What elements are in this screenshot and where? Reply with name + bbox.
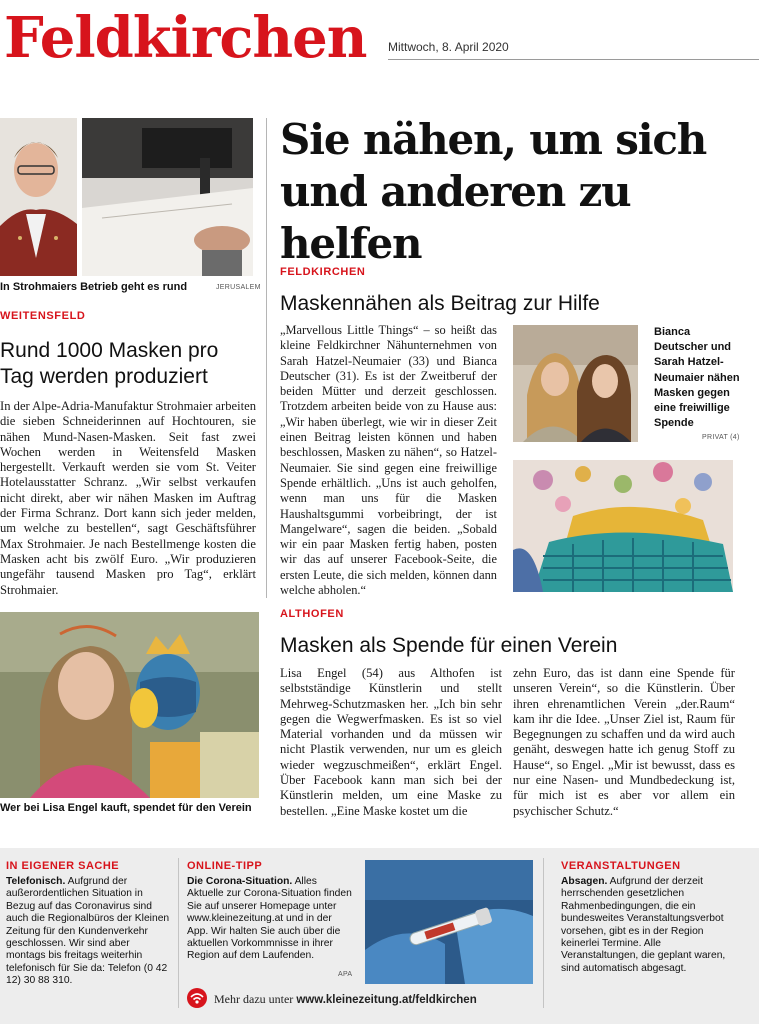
test-tube-illustration: [365, 860, 533, 984]
footer-more-link-row: [214, 992, 477, 1007]
footer-lead-telefonisch: Telefonisch.: [6, 876, 66, 887]
kicker-weitensfeld: WEITENSFELD: [0, 310, 86, 322]
footer-credit-apa: APA: [338, 971, 353, 978]
footer-head-veranstaltungen: VERANSTALTUNGEN: [561, 860, 681, 872]
wifi-icon: [187, 988, 207, 1008]
footer-text-online-tipp: [187, 876, 352, 963]
portrait-illustration: [0, 118, 77, 276]
photo-caption-lisa-engel: Wer bei Lisa Engel kauft, spendet für den Verein: [0, 802, 252, 814]
subheadline-feldkirchen: Maskennähen als Beitrag zur Hilfe: [280, 292, 600, 315]
photo-credit-jerusalem: JERUSALEM: [216, 284, 261, 291]
kicker-feldkirchen: FELDKIRCHEN: [280, 266, 366, 278]
main-headline: Sie nähen, um sich und anderen zu helfen: [280, 115, 707, 268]
footer-body-absagen: Aufgrund der derzeit herrschenden gesetzlichen Rahmenbedingungen, die ein bundesweites Veranstaltungsverbot vorsehen, gibt es in der Region keinerlei Termine. Alle Veranstaltungen, die geplant waren, sind automatisch abgesagt.: [561, 876, 726, 974]
footer-text-eigener-sache: [6, 876, 170, 988]
footer-divider-1: [178, 858, 179, 1008]
article-feldkirchen: „Marvellous Little Things“ – so heißt das kleine Feldkirchner Nähunternehmen von Sarah Hatzel-Neumaier (33) und Bianca Deutscher (31). Es ist der Zweitberuf der beiden Mütter und derzeit geschlossen. Trotzdem arbeiten beide von zu Hause aus: „Wir haben überlegt, wie wir in dieser Zeit einen Beitrag leisten können und haben beschlossen, Masken zu nähen“, so Hatzel-Neumaier. Sie sind gegen eine freiwillige Spende erhältlich. „Uns ist auch geholfen, wenn man uns für die Masken Haushaltsgummi vorbeibringt, der ist Mangelware“, sagen die beiden. „Sobald wir ein paar Masken fertig haben, posten wir das auf unserer Facebook-Seite, die ersten Leute, die sich melden, können dann welche abholen.“: [280, 323, 497, 598]
footer-divider-2: [543, 858, 544, 1008]
photo-strohmaier-portrait: [0, 118, 77, 276]
lisa-engel-illustration: [0, 612, 259, 798]
footer-body-corona: Alles Aktuelle zur Corona-Situation finden Sie auf unserer Homepage unter www.kleinezeitung.at und in der App. Wir halten Sie auch über die aktuellen Vorkommnisse in ihrer Region auf dem Laufenden.: [187, 876, 352, 962]
masks-illustration: [513, 460, 733, 592]
footer-body-telefonisch: Aufgrund der außerordentlichen Situation in Bezug auf das Coronavirus sind auch die Regionalbüros der Kleinen Zeitung für den Kundenverkehr geschlossen. Wir sind aber montags bis freitags weiterhin telefonisch für Sie da: Telefon (0 42 12) 30 88 310.: [6, 876, 170, 987]
footer-lead-absagen: Absagen.: [561, 876, 608, 887]
footer-more-prefix: Mehr dazu unter: [214, 992, 294, 1006]
photo-bianca-sarah: [513, 325, 638, 442]
photo-fabric-masks: [513, 460, 733, 592]
footer-lead-corona: Die Corona-Situation.: [187, 876, 293, 887]
headline-althofen: Masken als Spende für einen Verein: [280, 634, 618, 657]
women-illustration: [513, 325, 638, 442]
footer-text-veranstaltungen: [561, 876, 731, 975]
article-althofen-col2: zehn Euro, das ist dann eine Spende für unseren Verein“, so die Künstlerin. Über ihren ehrenamtlichen Verein „der.Raum“ kam ihr die Idee. „Unser Ziel ist, Raum für Begegnungen zu schaffen und da wird auch genäht, deswegen hatte ich genug Stoff zu Hause“, so Engel. „Mir ist bewusst, dass es nur eine Nasen- und Mundbedeckung ist, für mich ist es aber vor allem ein psychischer Schutz.“: [513, 666, 735, 818]
issue-date-text: Mittwoch, 8. April 2020: [388, 40, 509, 54]
photo-caption-strohmaier: In Strohmaiers Betrieb geht es rund: [0, 281, 188, 293]
column-divider-left: [266, 118, 267, 598]
footer-head-eigener-sache: IN EIGENER SACHE: [6, 860, 120, 872]
article-althofen-col1: Lisa Engel (54) aus Althofen ist selbstständige Künstlerin und stellt Mehrweg-Schutzmasken her. „Ich bin sehr gegen die Wegwerfmasken. Es ist so viel Material vorhanden und da müssen wir nicht Plastik verwenden, nur um es gleich wieder wegzuschmeißen“, erklärt Engel. Über Facebook kann man sich bei der Künstlerin melden, um eine Maske zu bestellen. „Eine Maske kostet um die: [280, 666, 502, 818]
article-weitensfeld: In der Alpe-Adria-Manufaktur Strohmaier arbeiten die sieben Schneiderinnen auf Hochtouren, sie nähen Mund-Nasen-Masken. Seit fast zwei Wochen werden in Weitensfeld Masken hergestellt. Verkauft werden sie vom St. Veiter Hotelausstatter Schranz. „Wir selbst verkaufen nicht direkt, aber wir nähen Masken im Auftrag der Firma Schranz. Dort kann sich jeder melden, um welche zu bestellen“, sagt Geschäftsführer Max Strohmaier. Je nach Bestellmenge kosten die Masken acht bis zwölf Euro. „Wir produzieren ungefähr tausend Masken pro Tag“, erklärt Strohmaier.: [0, 399, 256, 597]
footer-head-online-tipp: ONLINE-TIPP: [187, 860, 263, 872]
footer-more-link[interactable]: www.kleinezeitung.at/feldkirchen: [296, 994, 477, 1006]
photo-credit-privat: PRIVAT (4): [702, 434, 740, 441]
wifi-glyph: [187, 988, 207, 1008]
photo-caption-bianca-sarah: Bianca Deutscher und Sarah Hatzel-Neumaier nähen Masken gegen eine freiwillige Spende: [654, 326, 740, 430]
masthead-title: Feldkirchen: [4, 5, 367, 71]
photo-lisa-engel: [0, 612, 259, 798]
issue-date: [388, 40, 759, 60]
headline-weitensfeld: Rund 1000 Masken pro Tag werden produziert: [0, 339, 219, 388]
photo-test-tube: [365, 860, 533, 984]
photo-sewing-machine: [82, 118, 253, 276]
sewing-illustration: [82, 118, 253, 276]
kicker-althofen: ALTHOFEN: [280, 608, 344, 620]
